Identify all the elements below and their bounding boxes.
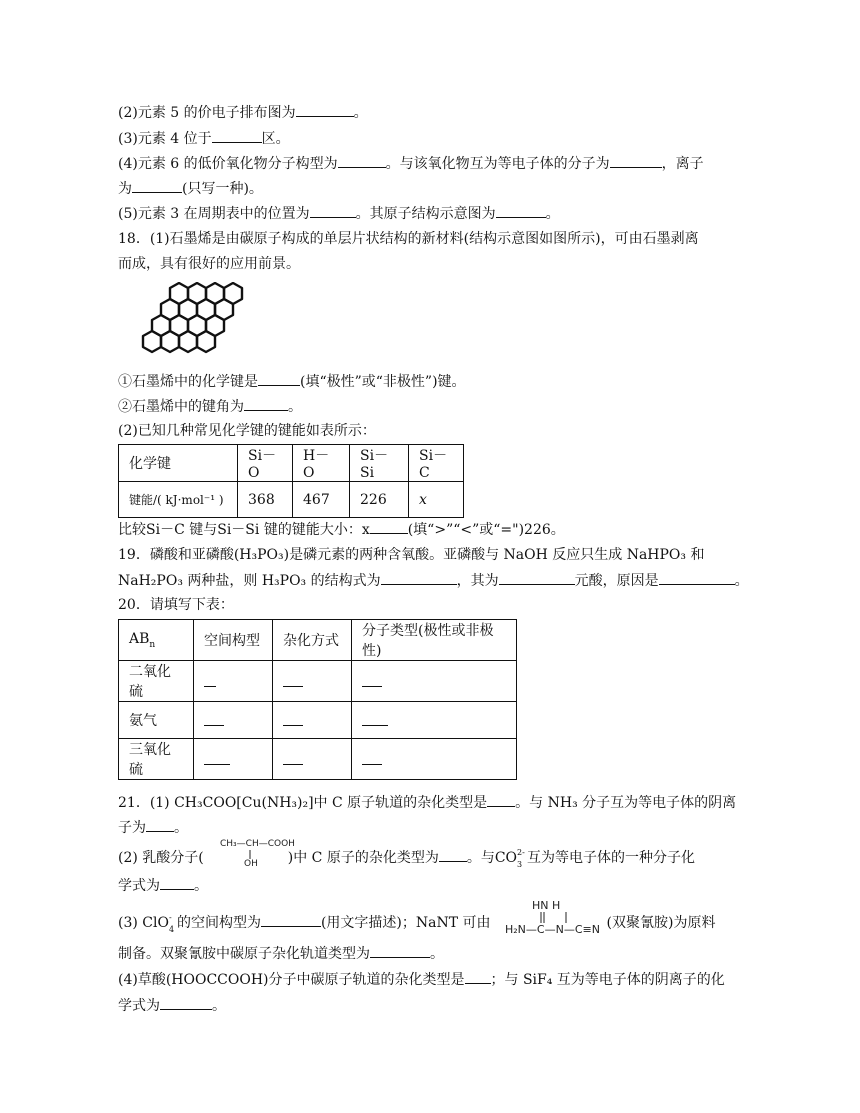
q21-2-line: (2) 乳酸分子( )中 C 原子的杂化类型为 。与CO 2- 3 互为等电子体的一种分子化 — [118, 848, 696, 869]
q18-intro-line: 18．(1)石墨烯是由碳原子构成的单层片状结构的新材料(结构示意图如图所示)，可由石墨剥离 — [118, 231, 699, 247]
bond-table-cell: 226 — [350, 482, 409, 518]
q21-2-line-2: 学式为 。 — [118, 875, 208, 896]
dicyandiamide-bond-lines — [538, 912, 578, 924]
q17-2-line: (2)元素 5 的价电子排布图为 。 — [118, 102, 368, 123]
bond-table-header: Si－Si — [350, 445, 409, 482]
q20-line: 20．请填写下表： — [118, 597, 234, 613]
q20-answer-cell — [273, 661, 352, 702]
q20-table-row — [119, 739, 517, 780]
lactic-acid-formula-bottom: OH — [244, 859, 258, 869]
bond-table-header: H－O — [293, 445, 350, 482]
lactic-acid-formula-top: CH₃—CH—COOH — [220, 839, 295, 849]
bond-energy-table — [118, 444, 464, 518]
perchlorate-ion-formula: (3) ClO - 4 — [118, 913, 175, 934]
q20-table-header-row — [119, 620, 517, 661]
q20-answer-cell — [352, 702, 517, 739]
bond-table-header: Si－O — [238, 445, 293, 482]
dicyandiamide-formula-bottom: H₂N—C—N—C≡N — [505, 923, 600, 936]
q20-table-header: $AB_n$ — [119, 620, 194, 661]
bond-table-value-row — [119, 482, 464, 518]
q18-2-line: (2)已知几种常见化学键的键能如表所示： — [118, 423, 376, 439]
q20-answer-cell — [273, 739, 352, 780]
q20-table-row — [119, 702, 517, 739]
bond-table-cell: x — [409, 482, 464, 518]
q18-intro-line-2: 而成，具有很好的应用前景。 — [118, 256, 300, 272]
bond-table-header: 化学键 — [119, 445, 238, 482]
q20-answer-cell — [194, 739, 273, 780]
bond-table-row-label: 键能/( kJ·mol⁻¹ ) — [119, 482, 238, 518]
q21-3-line-2: 制备。双聚氰胺中碳原子杂化轨道类型为 。 — [118, 943, 444, 964]
q17-3-line: (3)元素 4 位于 区。 — [118, 128, 290, 149]
q21-1-line: 21．(1) CH₃COO[Cu(NH₃)₂]中 C 原子轨道的杂化类型是 。与 NH₃ 分子互为等电子体的阴离 — [118, 792, 736, 813]
q20-table-header: 杂化方式 — [273, 620, 352, 661]
dicyandiamide-formula-top: HN H — [532, 899, 561, 912]
graphene-structure-diagram — [138, 282, 250, 358]
q20-molecule-table — [118, 619, 517, 780]
q21-1-line-2: 子为 。 — [118, 817, 188, 838]
q18-i-line: ①石墨烯中的化学键是 (填“极性”或“非极性”)键。 — [118, 371, 466, 392]
carbonate-ion-formula: CO 2- 3 — [494, 848, 525, 869]
q20-row-label: 二氧化硫 — [119, 661, 194, 702]
q17-4-line: (4)元素 6 的低价氧化物分子构型为 。与该氧化物互为等电子体的分子为 ，离子 — [118, 153, 704, 174]
lactic-acid-bond-line — [249, 850, 253, 860]
q20-row-label: 氨气 — [119, 702, 194, 739]
q20-answer-cell — [194, 661, 273, 702]
q21-3-line: (3) ClO - 4 的空间构型为 (用文字描述)；NaNT 可由 (双聚氰胺)为原料 — [118, 913, 716, 934]
q20-table-header: 分子类型(极性或非极性) — [352, 620, 517, 661]
q21-4-line-2: 学式为 。 — [118, 995, 226, 1016]
q20-answer-cell — [352, 739, 517, 780]
bond-table-header-row — [119, 445, 464, 482]
q17-4-line-2: 为 (只写一种)。 — [118, 178, 263, 199]
q20-row-label: 三氧化硫 — [119, 739, 194, 780]
q20-table-row — [119, 661, 517, 702]
q17-5-line: (5)元素 3 在周期表中的位置为 。其原子结构示意图为 。 — [118, 203, 560, 224]
bond-table-header: Si－C — [409, 445, 464, 482]
q20-answer-cell — [273, 702, 352, 739]
q19-line-2: NaH₂PO₃ 两种盐，则 H₃PO₃ 的结构式为 ，其为 元酸，原因是 。 — [118, 570, 749, 591]
q18-ii-line: ②石墨烯中的键角为 。 — [118, 396, 302, 417]
q20-answer-cell — [194, 702, 273, 739]
bond-table-cell: 467 — [293, 482, 350, 518]
q18-compare-line: 比较Si－C 键与Si－Si 键的键能大小：x (填“>”“<”或“=")226。 — [118, 519, 565, 540]
q20-answer-cell — [352, 661, 517, 702]
q20-table-header: 空间构型 — [194, 620, 273, 661]
bond-table-cell: 368 — [238, 482, 293, 518]
q19-line: 19．磷酸和亚磷酸(H₃PO₃)是磷元素的两种含氧酸。亚磷酸与 NaOH 反应只生成 NaHPO₃ 和 — [118, 547, 705, 563]
q21-4-line: (4)草酸(HOOCCOOH)分子中碳原子轨道的杂化类型是 ；与 SiF₄ 互为等电子体的阴离子的化 — [118, 969, 725, 990]
